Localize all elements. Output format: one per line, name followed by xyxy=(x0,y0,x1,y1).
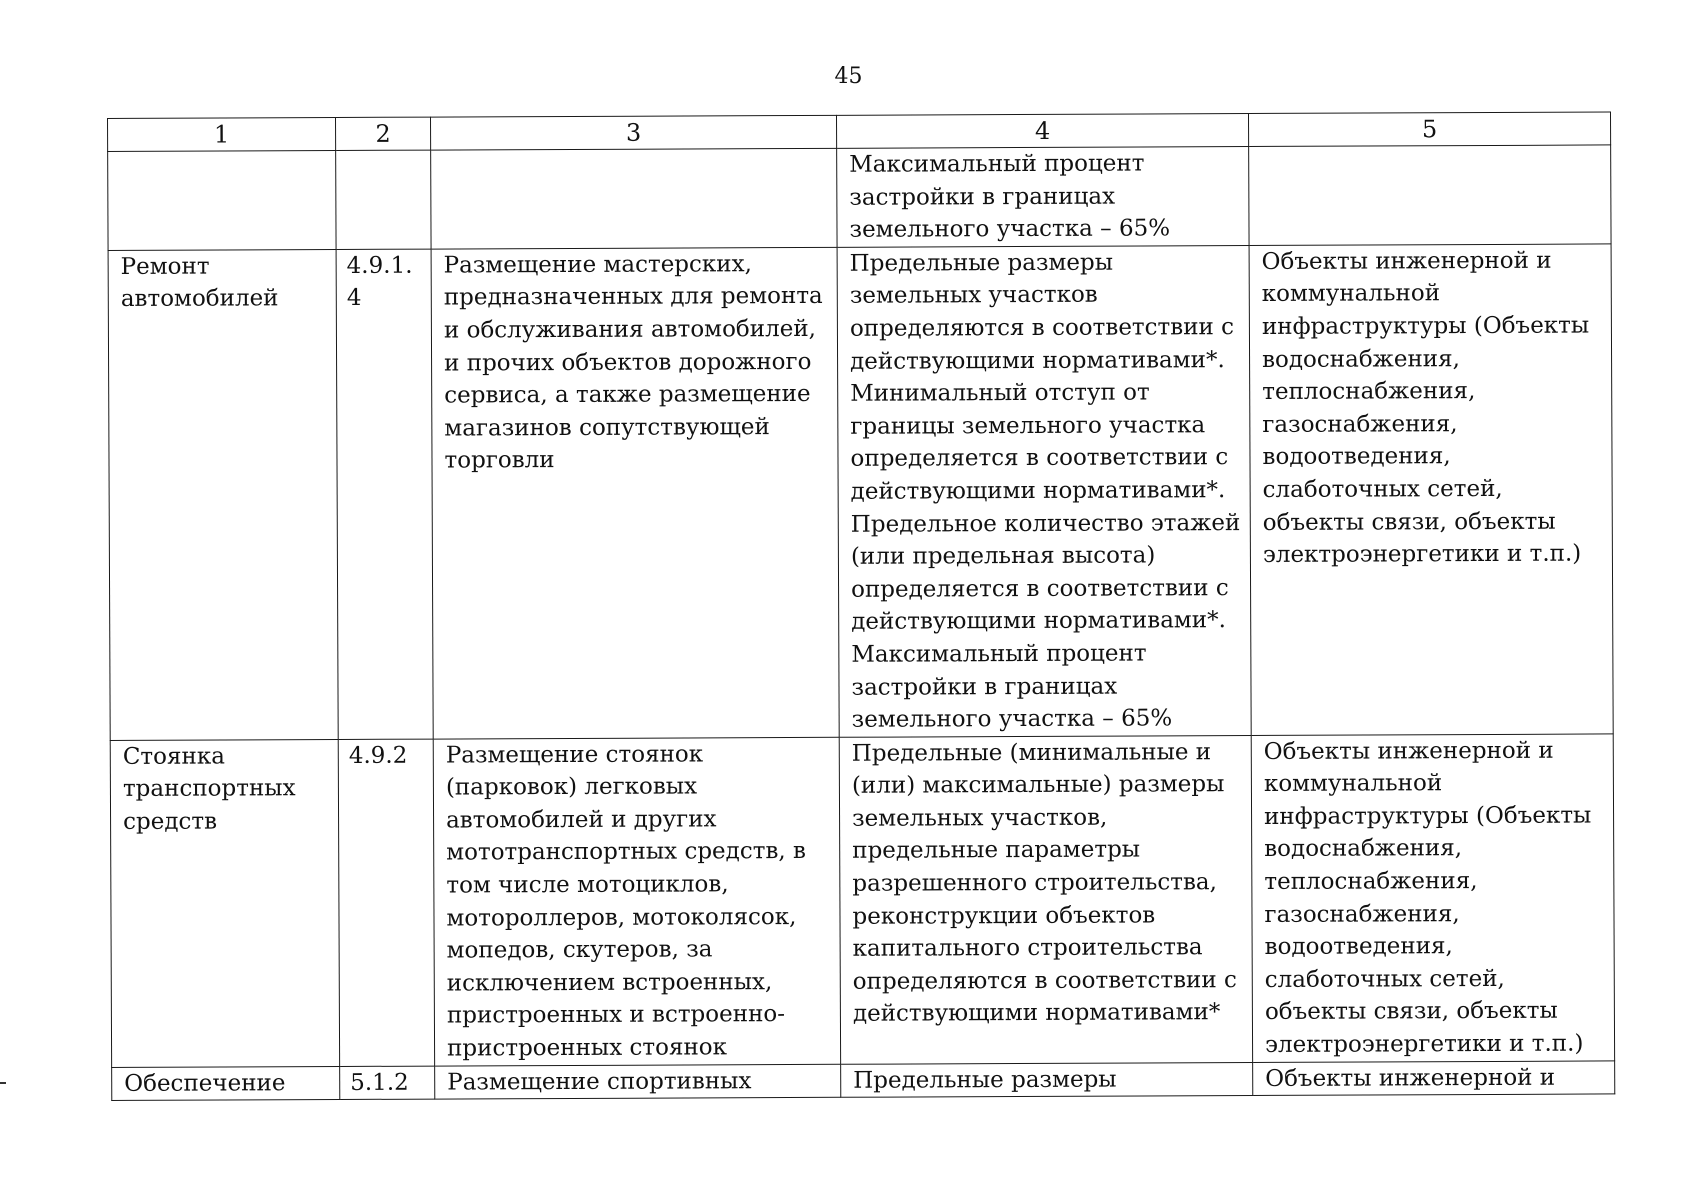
table-row xyxy=(110,734,1614,1067)
use-description-cell: Размещение стоянок (парковок) легковых автомобилей и других мототранспортных средств, в том числе мотоциклов, мотороллеров, мотоколясок, мопедов, скутеров, за исключением встроенных, пристроенных и встроенно-пристроенных стоянок xyxy=(433,737,840,1066)
use-code-cell: 5.1.2 xyxy=(340,1066,435,1100)
table-row xyxy=(108,244,1613,740)
page-number: 45 xyxy=(834,64,863,89)
building-parameters-cell: Предельные размеры земельных участков определяются в соответствии с действующими нормативами*. Минимальный отступ от границы земельного участка определяется в соответствии с действующими нормативами*. Предельное количество этажей (или предельная высота) определяется в соответствии с действующими нормативами*. Максимальный процент застройки в границах земельного участка – 65% xyxy=(837,245,1251,737)
scan-edge-mark xyxy=(0,1082,6,1084)
use-name-cell: Ремонт автомобилей xyxy=(108,249,338,740)
column-header-4: 4 xyxy=(836,114,1248,149)
building-parameters-cell: Предельные (минимальные и (или) максимальные) размеры земельных участков, предельные параметры разрешенного строительства, реконструкции объектов капитального строительства определяются в соответствии с действующими нормативами* xyxy=(839,735,1252,1064)
column-header-2: 2 xyxy=(336,117,431,150)
use-description-cell xyxy=(431,148,837,249)
use-code-cell: 4.9.1.4 xyxy=(336,249,433,739)
use-name-cell: Стоянка транспортных средств xyxy=(110,739,339,1067)
land-use-table xyxy=(107,111,1615,1101)
use-name-cell: Обеспечение xyxy=(112,1066,340,1101)
building-parameters-cell: Предельные размеры xyxy=(841,1062,1253,1097)
use-code-cell xyxy=(336,150,431,249)
infrastructure-cell: Объекты инженерной и коммунальной инфраструктуры (Объекты водоснабжения, теплоснабжения, газоснабжения, водоотведения, слаботочных сетей, объекты связи, объекты электроэнергетики и т.п.) xyxy=(1251,734,1614,1063)
infrastructure-cell: Объекты инженерной и xyxy=(1253,1061,1615,1096)
building-parameters-cell: Максимальный процент застройки в границах земельного участка – 65% xyxy=(837,147,1249,248)
table-row xyxy=(108,145,1611,250)
table-row xyxy=(112,1061,1615,1101)
use-description-cell: Размещение мастерских, предназначенных для ремонта и обслуживания автомобилей, и прочих объектов дорожного сервиса, а также размещение магазинов сопутствующей торговли xyxy=(431,247,839,739)
column-header-3: 3 xyxy=(430,115,836,150)
table-body xyxy=(108,145,1615,1101)
use-description-cell: Размещение спортивных xyxy=(435,1064,841,1099)
column-header-1: 1 xyxy=(108,118,336,152)
column-header-5: 5 xyxy=(1248,112,1610,147)
use-code-cell: 4.9.2 xyxy=(338,739,434,1066)
infrastructure-cell xyxy=(1249,145,1611,245)
infrastructure-cell: Объекты инженерной и коммунальной инфраструктуры (Объекты водоснабжения, теплоснабжения, газоснабжения, водоотведения, слаботочных сетей, объекты связи, объекты электроэнергетики и т.п.) xyxy=(1249,244,1613,735)
use-name-cell xyxy=(108,151,336,251)
